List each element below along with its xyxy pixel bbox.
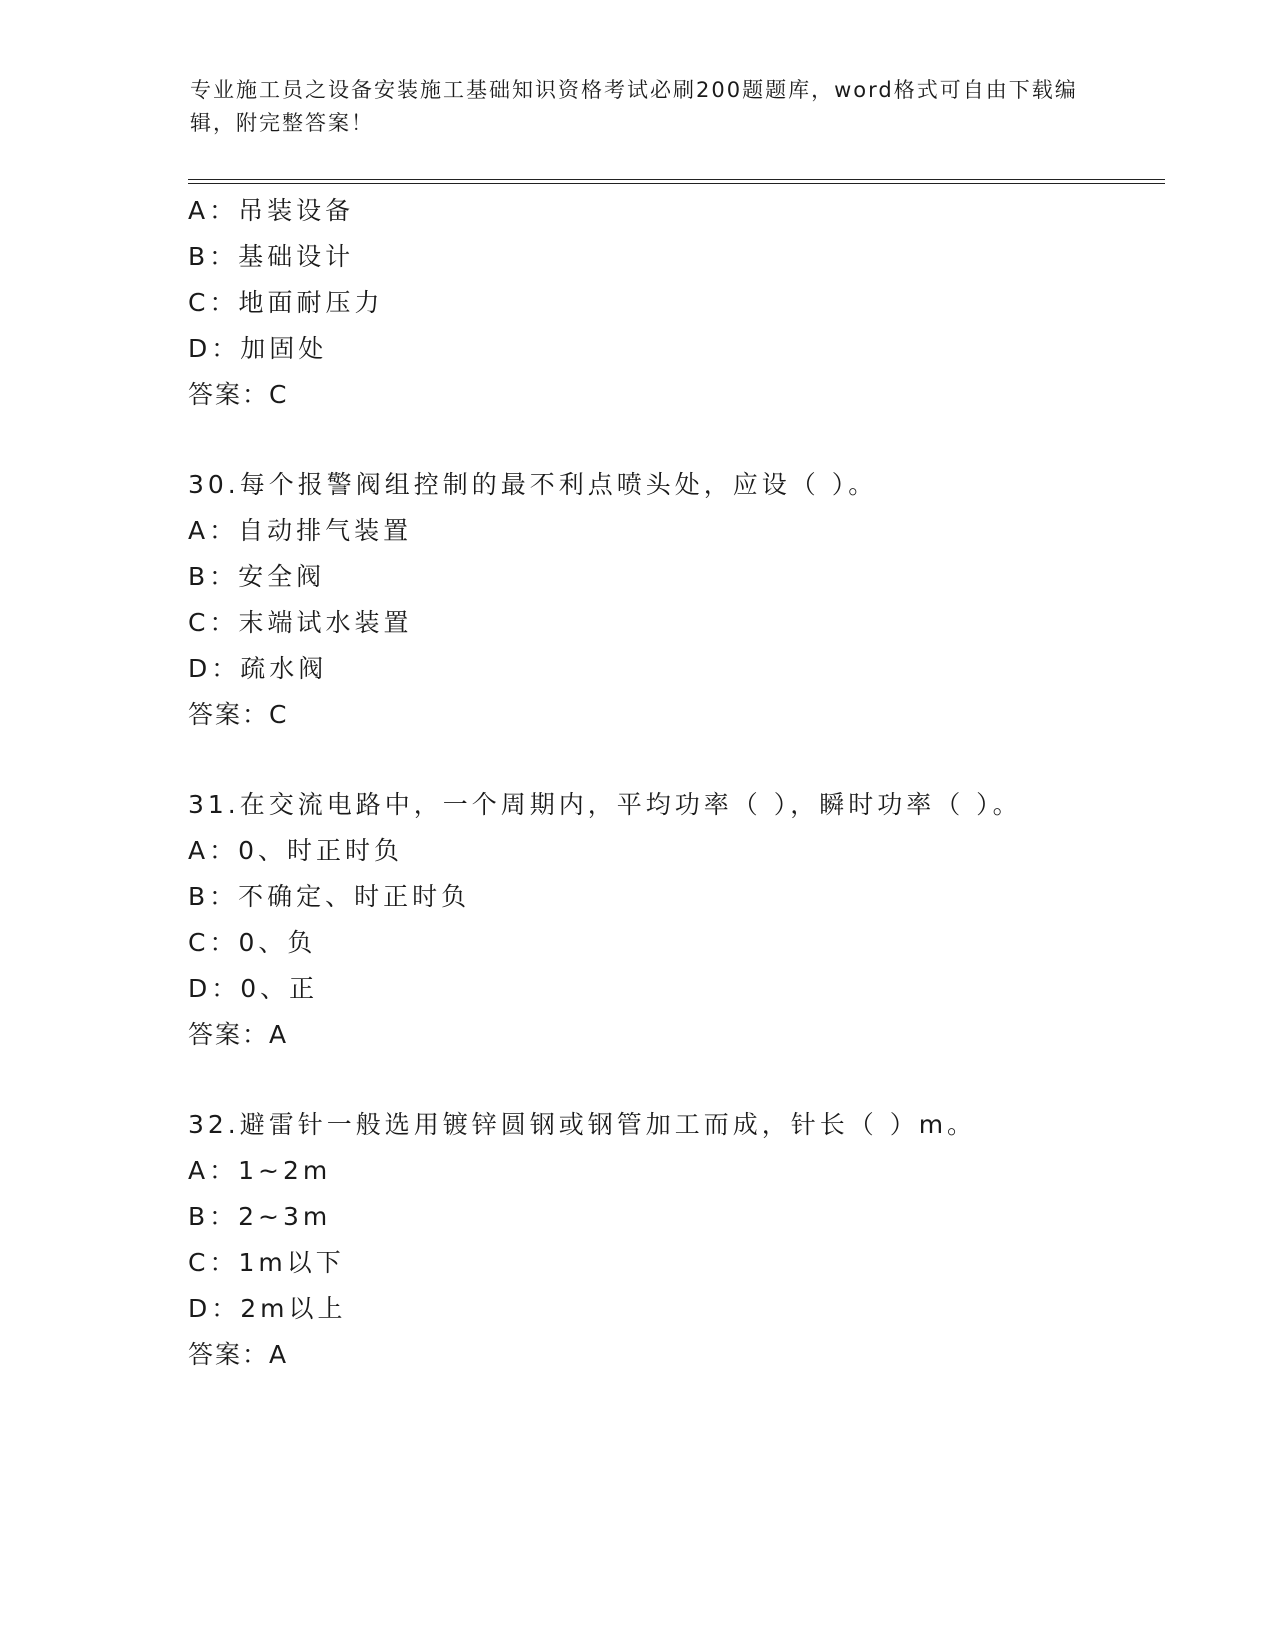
question-text: 32.避雷针一般选用镀锌圆钢或钢管加工而成，针长（ ）m。 [188, 1110, 977, 1139]
option-b: B：基础设计 [188, 242, 355, 271]
question-block-31 [188, 782, 1168, 1058]
option-c: C：1m以下 [188, 1248, 345, 1277]
question-list [188, 188, 1168, 1378]
option-a: A：1~2m [188, 1156, 332, 1185]
answer: 答案：C [188, 700, 289, 729]
option-b: B：不确定、时正时负 [188, 882, 471, 911]
question-text: 30.每个报警阀组控制的最不利点喷头处，应设（ ）。 [188, 470, 878, 499]
question-text: 31.在交流电路中，一个周期内，平均功率（ ），瞬时功率（ ）。 [188, 790, 1022, 819]
header-divider [188, 179, 1165, 184]
question-block-30 [188, 462, 1168, 738]
answer: 答案：C [188, 380, 289, 409]
question-block-32 [188, 1102, 1168, 1378]
option-c: C：0、负 [188, 928, 317, 957]
option-b: B：2~3m [188, 1202, 332, 1231]
option-b: B：安全阀 [188, 562, 326, 591]
option-c: C：末端试水装置 [188, 608, 413, 637]
option-d: D：0、正 [188, 974, 319, 1003]
option-a: A：0、时正时负 [188, 836, 404, 865]
option-a: A：吊装设备 [188, 196, 355, 225]
answer: 答案：A [188, 1020, 289, 1049]
option-c: C：地面耐压力 [188, 288, 384, 317]
document-header: 专业施工员之设备安装施工基础知识资格考试必刷200题题库，word格式可自由下载编辑，附完整答案！ [190, 78, 1078, 135]
option-a: A：自动排气装置 [188, 516, 413, 545]
option-d: D：2m以上 [188, 1294, 347, 1323]
question-block-29 [188, 188, 1168, 418]
option-d: D：加固处 [188, 334, 328, 363]
option-d: D：疏水阀 [188, 654, 328, 683]
answer: 答案：A [188, 1340, 289, 1369]
